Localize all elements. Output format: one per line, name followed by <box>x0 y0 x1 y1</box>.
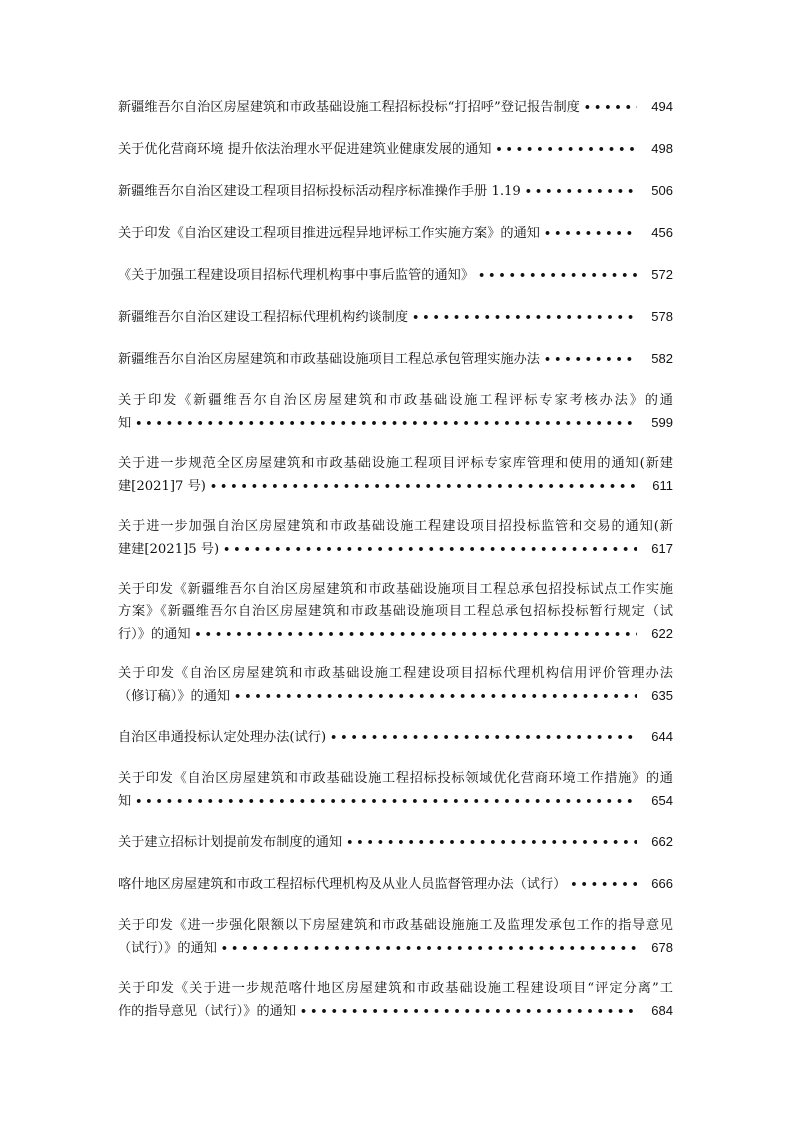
toc-entry <box>118 768 673 813</box>
toc-entry-title: 新疆维吾尔自治区建设工程招标代理机构约谈制度 <box>118 310 409 325</box>
toc-entry <box>118 138 673 161</box>
toc-entry-title-line: 作的指导意见（试行）》的通知 <box>118 1004 297 1019</box>
toc-entry <box>118 264 673 287</box>
page-number: 662 <box>651 834 673 849</box>
toc-entry <box>118 831 673 854</box>
toc-entry-title: 新疆维吾尔自治区建设工程项目招标投标活动程序标准操作手册 1.19 <box>118 184 521 199</box>
toc-entry-last-line <box>118 790 673 813</box>
dot-leader <box>346 832 637 854</box>
toc-entry-title-line: 关于进一步加强自治区房屋建筑和市政基础设施工程建设项目招投标监管和交易的通知(新 <box>118 519 673 534</box>
page-number: 599 <box>651 415 673 430</box>
page-number: 506 <box>651 183 673 198</box>
toc-entry-title: 《关于加强工程建设项目招标代理机构事中事后监管的通知》 <box>118 268 475 283</box>
toc-entry-title-line: 知 <box>118 416 132 431</box>
toc-entry-last-line <box>118 538 673 561</box>
toc-entry-title: 新疆维吾尔自治区房屋建筑和市政基础设施项目工程总承包管理实施办法 <box>118 352 540 367</box>
page-number: 644 <box>651 729 673 744</box>
toc-entry <box>118 306 673 329</box>
toc-entry <box>118 663 673 708</box>
toc-entry-title-line: 知 <box>118 794 132 809</box>
toc-entry <box>118 96 673 119</box>
toc-entry-title: 新疆维吾尔自治区房屋建筑和市政基础设施工程招标投标“打招呼”登记报告制度 <box>118 100 580 115</box>
toc-entry-title-line: 建[2021]7 号) <box>118 479 206 494</box>
toc-entry <box>118 516 673 561</box>
dot-leader <box>135 791 637 813</box>
toc-entry <box>118 726 673 749</box>
dot-leader <box>570 874 637 896</box>
toc-entry-last-line <box>118 623 673 646</box>
toc-entry-last-line <box>118 412 673 435</box>
dot-leader <box>412 307 637 329</box>
page-number: 456 <box>651 225 673 240</box>
page-number: 572 <box>651 267 673 282</box>
toc-entry <box>118 978 673 1023</box>
dot-leader <box>478 265 637 287</box>
toc-entry-title-line: 关于印发《关于进一步规范喀什地区房屋建筑和市政基础设施工程建设项目“评定分离”工 <box>118 981 673 996</box>
dot-leader <box>495 139 637 161</box>
toc-entry <box>118 873 673 896</box>
page-number: 498 <box>651 141 673 156</box>
toc-entry <box>118 222 673 245</box>
page-number: 611 <box>652 478 673 493</box>
dot-leader <box>221 938 637 960</box>
toc-entry <box>118 180 673 203</box>
page-number: 678 <box>651 940 673 955</box>
toc-entry-last-line <box>118 685 673 708</box>
toc-entry-title-line: 关于印发《自治区房屋建筑和市政基础设施工程招标投标领域优化营商环境工作措施》的通 <box>118 771 673 786</box>
toc-entry-title-line: 关于印发《新疆维吾尔自治区房屋建筑和市政基础设施项目工程总承包招投标试点工作实施 <box>118 582 673 597</box>
toc-entry <box>118 348 673 371</box>
toc-entry-title: 喀什地区房屋建筑和市政工程招标代理机构及从业人员监督管理办法（试行） <box>118 877 567 892</box>
toc-entry-title-line: （试行）》的通知 <box>118 941 217 956</box>
toc-entry-last-line <box>118 1000 673 1023</box>
toc-entry-title-line: 行）》的通知 <box>118 627 191 642</box>
toc-entry-title: 关于印发《自治区建设工程项目推进远程异地评标工作实施方案》的通知 <box>118 226 540 241</box>
toc-entry-title-line: 关于印发《自治区房屋建筑和市政基础设施工程建设项目招标代理机构信用评价管理办法 <box>118 666 673 681</box>
toc-entry-title: 自治区串通投标认定处理办法(试行) <box>118 730 327 745</box>
dot-leader <box>195 624 637 646</box>
page-number: 494 <box>651 99 673 114</box>
dot-leader <box>234 686 637 708</box>
toc-entry-last-line <box>118 937 673 960</box>
toc-entry <box>118 390 673 435</box>
page-number: 684 <box>651 1003 673 1018</box>
toc-entry-title-line: 建建[2021]5 号) <box>118 542 220 557</box>
dot-leader <box>525 181 637 203</box>
toc-entry-title: 关于建立招标计划提前发布制度的通知 <box>118 835 343 850</box>
page-number: 622 <box>651 626 673 641</box>
toc-entry <box>118 915 673 960</box>
dot-leader <box>544 349 637 371</box>
dot-leader <box>223 539 637 561</box>
toc-entry-last-line <box>118 475 673 498</box>
toc-entry-title-line: 方案》《新疆维吾尔自治区房屋建筑和市政基础设施项目工程总承包招标投标暂行规定（试 <box>118 604 673 619</box>
dot-leader <box>210 476 637 498</box>
page-number: 635 <box>651 688 673 703</box>
dot-leader <box>300 1001 637 1023</box>
dot-leader <box>330 727 637 749</box>
toc-entry-title: 关于优化营商环境 提升依法治理水平促进建筑业健康发展的通知 <box>118 142 492 157</box>
dot-leader <box>135 413 637 435</box>
toc-entry <box>118 579 673 646</box>
toc-entry-title-line: 关于进一步规范全区房屋建筑和市政基础设施工程项目评标专家库管理和使用的通知(新建 <box>118 456 673 471</box>
page-number: 617 <box>651 541 673 556</box>
page-number: 582 <box>651 351 673 366</box>
toc-entry-title-line: 关于印发《进一步强化限额以下房屋建筑和市政基础设施施工及监理发承包工作的指导意见 <box>118 918 673 933</box>
toc-entry-title-line: 关于印发《新疆维吾尔自治区房屋建筑和市政基础设施工程评标专家考核办法》的通 <box>118 393 673 408</box>
toc-entry-title-line: （修订稿）》的通知 <box>118 689 231 704</box>
toc-entry <box>118 453 673 498</box>
dot-leader <box>584 97 637 119</box>
page-number: 666 <box>651 876 673 891</box>
page-number: 654 <box>651 793 673 808</box>
page-number: 578 <box>651 309 673 324</box>
dot-leader <box>544 223 637 245</box>
